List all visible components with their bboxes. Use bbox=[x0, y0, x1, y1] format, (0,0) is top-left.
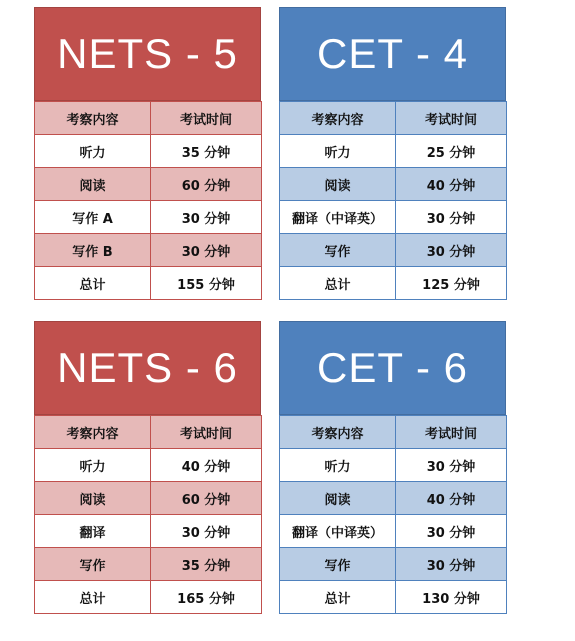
row-time: 60 分钟 bbox=[151, 482, 262, 515]
header-content: 考察内容 bbox=[35, 416, 151, 449]
row-time: 130 分钟 bbox=[396, 581, 507, 614]
row-time: 30 分钟 bbox=[151, 201, 262, 234]
cet4-title: CET - 4 bbox=[279, 7, 506, 101]
row-time: 125 分钟 bbox=[396, 267, 507, 300]
table-row bbox=[35, 482, 262, 515]
table-header-row bbox=[280, 102, 507, 135]
row-time: 60 分钟 bbox=[151, 168, 262, 201]
table-row bbox=[280, 482, 507, 515]
row-item: 写作 bbox=[280, 548, 396, 581]
nets5-table bbox=[34, 101, 262, 300]
table-row bbox=[280, 234, 507, 267]
row-time: 30 分钟 bbox=[151, 515, 262, 548]
row-time: 35 分钟 bbox=[151, 135, 262, 168]
table-row bbox=[280, 168, 507, 201]
header-content: 考察内容 bbox=[280, 416, 396, 449]
row-item: 写作 bbox=[280, 234, 396, 267]
table-row bbox=[280, 548, 507, 581]
row-item: 听力 bbox=[280, 449, 396, 482]
nets5-card bbox=[34, 7, 261, 300]
row-item: 翻译（中译英） bbox=[280, 201, 396, 234]
row-time: 25 分钟 bbox=[396, 135, 507, 168]
row-item: 翻译 bbox=[35, 515, 151, 548]
table-row-total bbox=[35, 267, 262, 300]
table-row bbox=[280, 135, 507, 168]
table-row-total bbox=[280, 267, 507, 300]
table-row bbox=[280, 201, 507, 234]
row-item: 总计 bbox=[35, 581, 151, 614]
table-row-total bbox=[280, 581, 507, 614]
row-item: 写作 B bbox=[35, 234, 151, 267]
table-row bbox=[35, 548, 262, 581]
table-row bbox=[35, 168, 262, 201]
header-time: 考试时间 bbox=[396, 102, 507, 135]
row-time: 30 分钟 bbox=[396, 515, 507, 548]
cet6-title: CET - 6 bbox=[279, 321, 506, 415]
row-time: 30 分钟 bbox=[396, 449, 507, 482]
row-item: 听力 bbox=[35, 135, 151, 168]
table-header-row bbox=[35, 102, 262, 135]
row-time: 30 分钟 bbox=[396, 548, 507, 581]
table-row bbox=[35, 449, 262, 482]
row-time: 155 分钟 bbox=[151, 267, 262, 300]
row-time: 40 分钟 bbox=[151, 449, 262, 482]
row-time: 40 分钟 bbox=[396, 482, 507, 515]
row-item: 总计 bbox=[35, 267, 151, 300]
row-item: 阅读 bbox=[280, 482, 396, 515]
nets6-title: NETS - 6 bbox=[34, 321, 261, 415]
table-row bbox=[35, 515, 262, 548]
header-time: 考试时间 bbox=[396, 416, 507, 449]
cet6-table bbox=[279, 415, 507, 614]
table-row bbox=[35, 201, 262, 234]
nets5-title: NETS - 5 bbox=[34, 7, 261, 101]
cet6-card bbox=[279, 321, 506, 614]
table-header-row bbox=[35, 416, 262, 449]
row-time: 30 分钟 bbox=[151, 234, 262, 267]
row-item: 总计 bbox=[280, 267, 396, 300]
header-content: 考察内容 bbox=[35, 102, 151, 135]
row-item: 总计 bbox=[280, 581, 396, 614]
row-item: 写作 A bbox=[35, 201, 151, 234]
row-item: 阅读 bbox=[35, 482, 151, 515]
cet4-table bbox=[279, 101, 507, 300]
nets6-table bbox=[34, 415, 262, 614]
row-item: 阅读 bbox=[35, 168, 151, 201]
header-time: 考试时间 bbox=[151, 102, 262, 135]
table-row bbox=[35, 135, 262, 168]
table-row-total bbox=[35, 581, 262, 614]
table-header-row bbox=[280, 416, 507, 449]
row-item: 听力 bbox=[280, 135, 396, 168]
row-time: 40 分钟 bbox=[396, 168, 507, 201]
nets6-card bbox=[34, 321, 261, 614]
row-item: 阅读 bbox=[280, 168, 396, 201]
row-item: 听力 bbox=[35, 449, 151, 482]
cet4-card bbox=[279, 7, 506, 300]
row-time: 30 分钟 bbox=[396, 201, 507, 234]
row-item: 写作 bbox=[35, 548, 151, 581]
header-time: 考试时间 bbox=[151, 416, 262, 449]
table-row bbox=[35, 234, 262, 267]
table-row bbox=[280, 515, 507, 548]
row-item: 翻译（中译英） bbox=[280, 515, 396, 548]
header-content: 考察内容 bbox=[280, 102, 396, 135]
row-time: 35 分钟 bbox=[151, 548, 262, 581]
row-time: 165 分钟 bbox=[151, 581, 262, 614]
row-time: 30 分钟 bbox=[396, 234, 507, 267]
table-row bbox=[280, 449, 507, 482]
